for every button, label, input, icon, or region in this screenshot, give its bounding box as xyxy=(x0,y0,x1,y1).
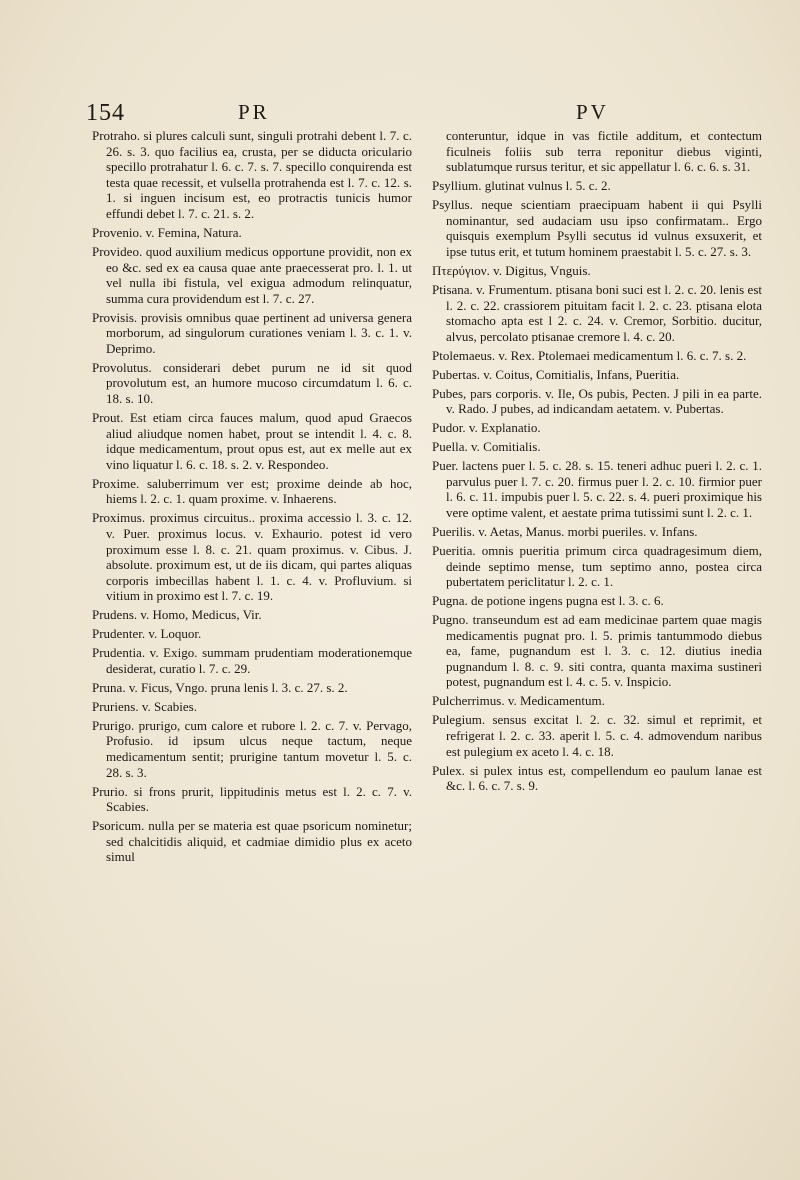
entry-pulegium: Pulegium. sensus excitat l. 2. c. 32. simul et reprimit, et refrigerat l. 2. c. 33. aperit l. 5. c. 4. admovendum naribus est pulegium ex aceto l. 4. c. 18. xyxy=(432,712,762,759)
entry-pudor: Pudor. v. Explanatio. xyxy=(432,420,541,436)
right-column xyxy=(432,128,762,797)
entry-pterygion: Πτερύγιον. v. Digitus, Vnguis. xyxy=(432,262,591,278)
entry-prudens: Prudens. v. Homo, Medicus, Vir. xyxy=(92,607,262,623)
entry-psoricum: Psoricum. nulla per se materia est quae psoricum nominetur; sed chalcitidis aliquid, et cadmiae dimidio plus ex aceto simul xyxy=(92,818,412,865)
entry-provideo: Provideo. quod auxilium medicus opportune providit, non ex eo &c. sed ex ea causa quae ante praecesserat pro. l. 1. ut vel nulla ibi fistula, vel exigua admodum relinquatur, summa cura providendum est l. 7. c. 27. xyxy=(92,243,412,306)
page-number: 154 xyxy=(86,100,125,126)
entry-provolutus: Provolutus. considerari debet purum ne id sit quod provolutum est, an humore mucoso circumdatum l. 6. c. 18. s. 10. xyxy=(92,359,412,407)
entry-pruna: Pruna. v. Ficus, Vngo. pruna lenis l. 3. c. 27. s. 2. xyxy=(92,679,348,695)
entry-puella: Puella. v. Comitialis. xyxy=(432,439,541,455)
entry-pulcherrimus: Pulcherrimus. v. Medicamentum. xyxy=(432,693,605,709)
entry-psyllium: Psyllium. glutinat vulnus l. 5. c. 2. xyxy=(432,178,611,194)
entry-pugna: Pugna. de potione ingens pugna est l. 3. c. 6. xyxy=(432,593,664,609)
entry-puer: Puer. lactens puer l. 5. c. 28. s. 15. teneri adhuc pueri l. 2. c. 1. parvulus puer l. 7. c. 20. firmus puer l. 2. c. 10. firmior puer l. 6. c. 11. impubis puer l. 5. c. 22. s. 4. pueri proximique his vere optime valent, et aestate prima tutissimi sunt l. 2. c. 1. xyxy=(432,458,762,520)
entry-proximus: Proximus. proximus circuitus.. proxima accessio l. 3. c. 12. v. Puer. proximus locus. v. Exhaurio. potest id vero proximum esse l. 8. c. 21. quam proximus. v. Cibus. J. absolute. proximum est, ut de iis dicam, qui partes aliquas corporis imbecillas habent l. 1. c. 4. v. Profluvium. si vitium in proximo est l. 7. c. 19. xyxy=(92,510,412,604)
entry-pugno: Pugno. transeundum est ad eam medicinae partem quae magis medicamentis pugnat pro. l. 5. primis tantummodo diebus ea, fame, pugnandum est l. 3. c. 12. diutius inedia pugnandum l. 8. c. 9. siti contra, quanta maxima sustineri potest, pugnandum est l. 4. c. 5. v. Inspicio. xyxy=(432,612,762,690)
entry-prudentia: Prudentia. v. Exigo. summam prudentiam moderationemque desiderat, curatio l. 7. c. 29. xyxy=(92,645,412,676)
entry-proxime: Proxime. saluberrimum ver est; proxime deinde ab hoc, hiems l. 2. c. 1. quam proxime. v. Inhaerens. xyxy=(92,475,412,507)
entry-ptolemaeus: Ptolemaeus. v. Rex. Ptolemaei medicamentum l. 6. c. 7. s. 2. xyxy=(432,347,747,363)
left-running-head: PR xyxy=(238,100,270,124)
entry-puerilis: Puerilis. v. Aetas, Manus. morbi pueriles. v. Infans. xyxy=(432,523,698,539)
entry-pulex: Pulex. si pulex intus est, compellendum eo paulum lanae est &c. l. 6. c. 7. s. 9. xyxy=(432,762,762,794)
page-header xyxy=(0,98,800,132)
entry-prurigo: Prurigo. prurigo, cum calore et rubore l. 2. c. 7. v. Pervago, Profusio. id ipsum ulcus neque tactum, neque medicamentum sentit; prurigine tantum movetur l. 5. c. 28. s. 3. xyxy=(92,717,412,780)
entry-provenio: Provenio. v. Femina, Natura. xyxy=(92,224,242,240)
entry-provisis: Provisis. provisis omnibus quae pertinent ad universa genera morborum, ad singulorum curationes veniam l. 3. c. 1. v. Deprimo. xyxy=(92,309,412,356)
right-running-head: PV xyxy=(576,100,609,124)
left-column xyxy=(92,128,412,868)
entry-pubertas: Pubertas. v. Coitus, Comitialis, Infans, Pueritia. xyxy=(432,366,680,382)
entry-pueritia: Pueritia. omnis pueritia primum circa quadragesimum diem, deinde septimo mense, tum septimo anno, postea circa pubertatem periclitatur l. 2. c. 1. xyxy=(432,542,762,590)
entry-pruriens: Pruriens. v. Scabies. xyxy=(92,698,197,714)
entry-psyllus: Psyllus. neque scientiam praecipuam habent ii qui Psylli nominantur, sed audaciam usu ipso confirmatam.. Ergo quisquis exemplum Psylli secutus id vulnus exsuxerit, et ipse tutus erit, et tutum hominem praestabit l. 5. c. 27. s. 3. xyxy=(432,197,762,259)
entry-prout: Prout. Est etiam circa fauces malum, quod apud Graecos aliud aliudque nomen habet, prout se intendit l. 4. c. 8. idque medicamentum, prout opus est, aut ex melle aut ex vino liquatur l. 6. c. 18. s. 2. v. Respondeo. xyxy=(92,410,412,472)
entry-pubes: Pubes, pars corporis. v. Ile, Os pubis, Pecten. J pili in ea parte. v. Rado. J pubes, ad indicandam aetatem. v. Pubertas. xyxy=(432,385,762,417)
entry-prurio: Prurio. si frons prurit, lippitudinis metus est l. 2. c. 7. v. Scabies. xyxy=(92,783,412,815)
entry-prudenter: Prudenter. v. Loquor. xyxy=(92,626,202,642)
entry-protraho: Protraho. si plures calculi sunt, singuli protrahi debent l. 7. c. 26. s. 3. quo facilius ea, crusta, per se diducta oriculario specillo protrahatur l. 6. c. 7. s. 7. specillo conquirenda est testa quae recessit, et vulsella protrahenda est l. 7. c. 12. s. 1. si inguen incisum est, eo protractis tunicis humor effundi debet l. 7. c. 21. s. 2. xyxy=(92,128,412,221)
entry-ptisana: Ptisana. v. Frumentum. ptisana boni suci est l. 2. c. 20. lenis est l. 2. c. 22. crassiorem pituitam facit l. 2. c. 23. ptisana elota stomacho apta est l 2. c. 24. v. Cremor, Sorbitio. ducitur, alvus, percolato ptisanae cremore l. 4. c. 20. xyxy=(432,281,762,344)
entry-continuation: conteruntur, idque in vas fictile additum, et contectum ficulneis foliis sub terra reponitur diebus viginti, sublatumque rursus teritur, et sic appellatur l. 6. c. 6. s. 31. xyxy=(446,128,762,175)
